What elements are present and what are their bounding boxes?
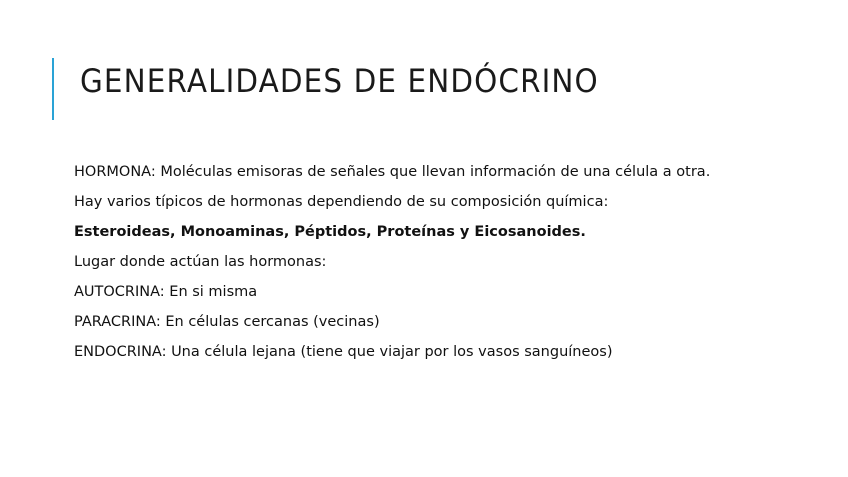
slide-body bbox=[74, 162, 774, 372]
paragraph-endocrina: ENDOCRINA: Una célula lejana (tiene que viajar por los vasos sanguíneos) bbox=[74, 344, 613, 360]
paragraph-hormona-definition: HORMONA: Moléculas emisoras de señales que llevan información de una célula a otra. bbox=[74, 164, 711, 180]
paragraph-autocrina: AUTOCRINA: En si misma bbox=[74, 284, 258, 300]
paragraph-hormone-types-intro: Hay varios típicos de hormonas dependiendo de su composición química: bbox=[74, 194, 609, 210]
paragraph-paracrina: PARACRINA: En células cercanas (vecinas) bbox=[74, 314, 380, 330]
paragraph-action-sites-intro: Lugar donde actúan las hormonas: bbox=[74, 254, 327, 270]
paragraph-hormone-types-list: Esteroideas, Monoaminas, Péptidos, Proteínas y Eicosanoides. bbox=[74, 224, 586, 240]
slide-title: GENERALIDADES DE ENDÓCRINO bbox=[80, 62, 599, 100]
title-accent-bar bbox=[52, 58, 54, 120]
